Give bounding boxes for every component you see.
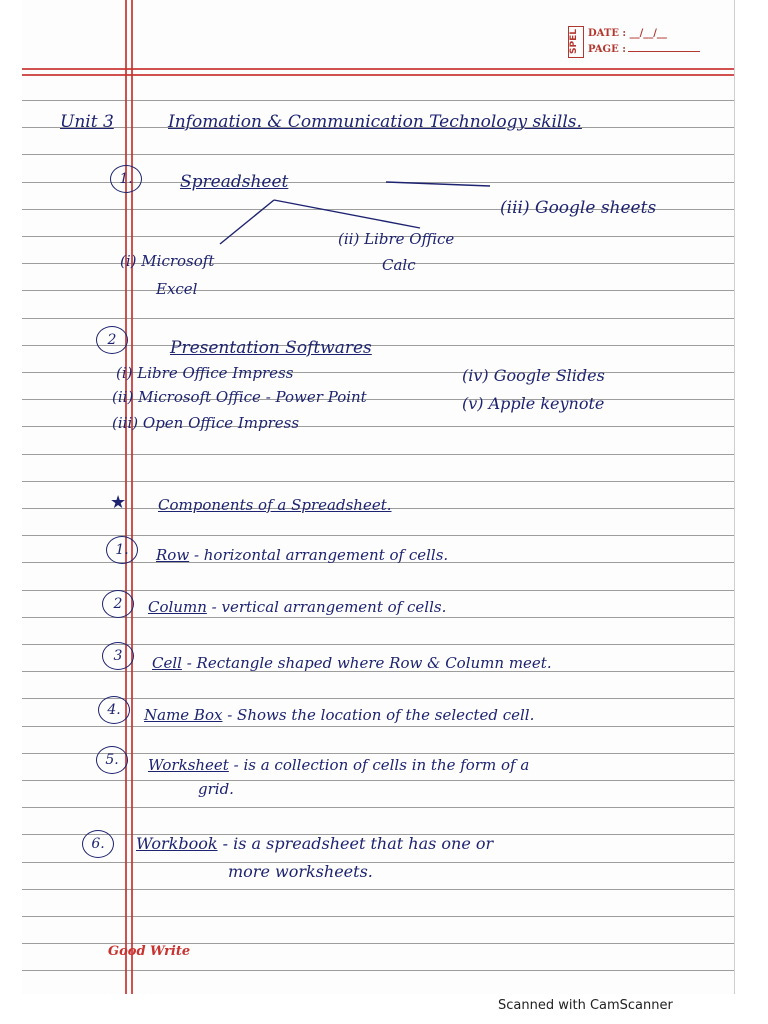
ruled-line xyxy=(22,970,734,971)
scanner-watermark: Scanned with CamScanner xyxy=(498,998,673,1013)
star-icon: ★ xyxy=(110,492,127,513)
section-heading: Presentation Softwares xyxy=(170,338,372,358)
component-workbook: Workbook - is a spreadsheet that has one or xyxy=(136,834,494,853)
notebook-page xyxy=(22,0,735,994)
ruled-line xyxy=(22,454,734,455)
component-number: 5. xyxy=(96,746,128,774)
component-number: 3 xyxy=(102,642,134,670)
brand-logo: SPEL xyxy=(568,26,584,58)
component-workbook-line2: more worksheets. xyxy=(228,862,373,881)
presentation-item-1: (i) Libre Office Impress xyxy=(116,364,294,382)
date-value: __/__/__ xyxy=(629,28,667,39)
component-number: 6. xyxy=(82,830,114,858)
ruled-line xyxy=(22,590,734,591)
ruled-line xyxy=(22,698,734,699)
component-number: 1. xyxy=(106,536,138,564)
component-number: 4. xyxy=(98,696,130,724)
ruled-line xyxy=(22,535,734,536)
unit-title: Infomation & Communication Technology skills. xyxy=(168,112,582,132)
component-worksheet: Worksheet - is a collection of cells in the form of a xyxy=(148,756,530,774)
presentation-item-4: (iv) Google Slides xyxy=(462,366,605,385)
section-number: 1. xyxy=(110,165,142,193)
spreadsheet-item-2-line2: Calc xyxy=(382,256,416,274)
presentation-item-5: (v) Apple keynote xyxy=(462,394,605,413)
ruled-line xyxy=(22,780,734,781)
ruled-line xyxy=(22,345,734,346)
component-name-box: Name Box - Shows the location of the selected cell. xyxy=(144,706,535,724)
components-heading: Components of a Spreadsheet. xyxy=(158,496,392,514)
spreadsheet-item-3: (iii) Google sheets xyxy=(500,198,657,218)
presentation-item-2: (ii) Microsoft Office - Power Point xyxy=(112,388,367,406)
section-heading: Spreadsheet xyxy=(180,172,289,192)
page-label: PAGE : xyxy=(588,44,626,55)
ruled-line xyxy=(22,862,734,863)
component-row: Row - horizontal arrangement of cells. xyxy=(156,546,449,564)
presentation-item-3: (iii) Open Office Impress xyxy=(112,414,300,432)
spreadsheet-item-1: (i) Microsoft xyxy=(120,252,215,270)
ruled-line xyxy=(22,481,734,482)
component-worksheet-line2: grid. xyxy=(198,780,234,798)
spreadsheet-item-1-line2: Excel xyxy=(156,280,198,298)
component-cell: Cell - Rectangle shaped where Row & Column meet. xyxy=(152,654,552,672)
spreadsheet-item-2: (ii) Libre Office xyxy=(338,230,455,248)
ruled-line xyxy=(22,726,734,727)
ruled-line xyxy=(22,617,734,618)
section-number: 2 xyxy=(96,326,128,354)
ruled-line xyxy=(22,889,734,890)
date-label: DATE : xyxy=(588,28,627,39)
ruled-line xyxy=(22,318,734,319)
ruled-line xyxy=(22,753,734,754)
component-number: 2 xyxy=(102,590,134,618)
component-column: Column - vertical arrangement of cells. xyxy=(148,598,447,616)
ruled-line xyxy=(22,807,734,808)
notebook-brand: Good Write xyxy=(108,944,191,959)
ruled-line xyxy=(22,916,734,917)
unit-label: Unit 3 xyxy=(60,112,114,132)
